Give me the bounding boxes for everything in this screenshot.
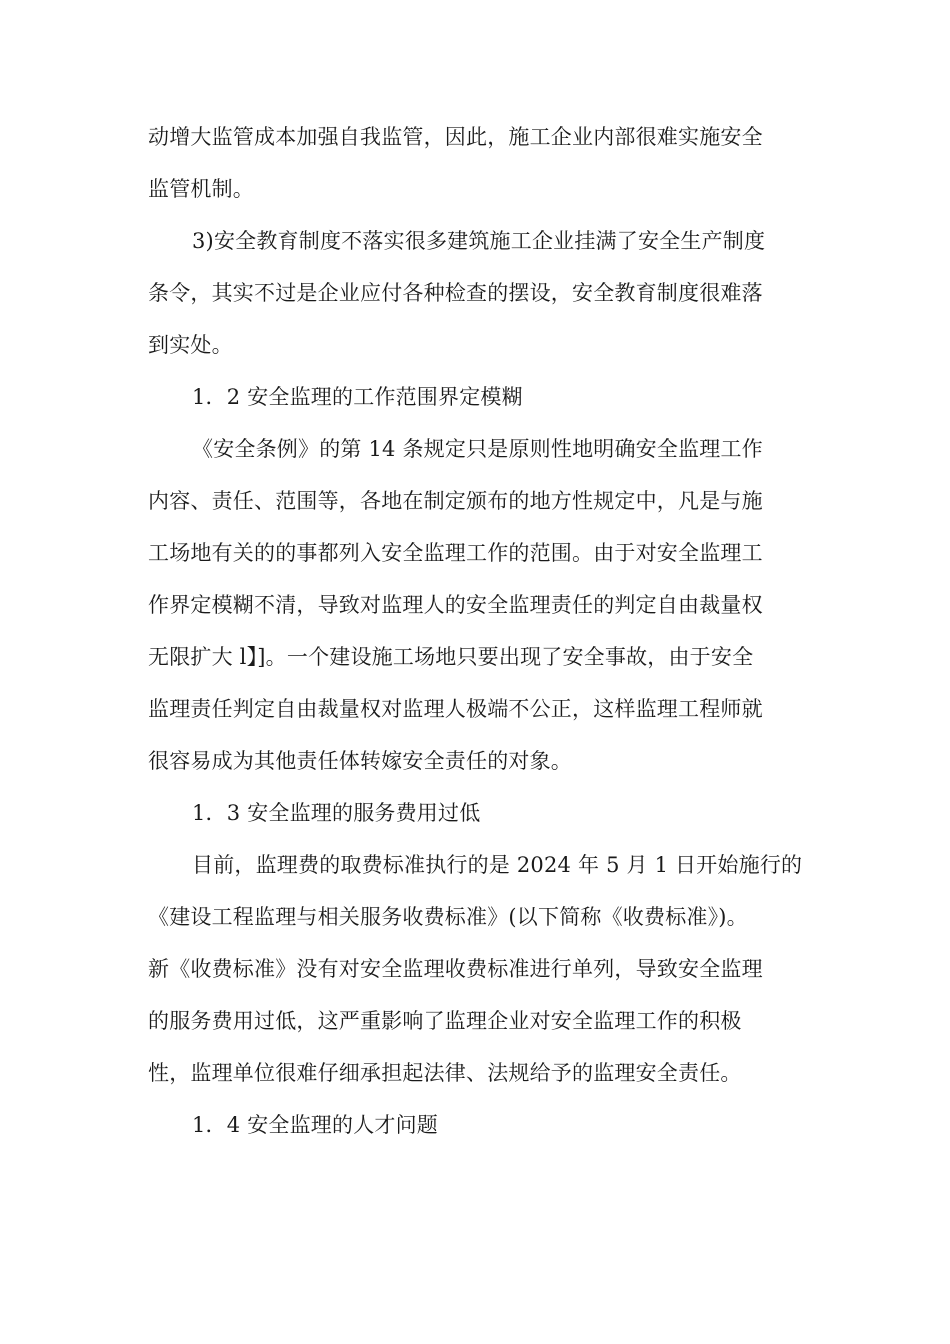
paragraph-line: 工场地有关的的事都列入安全监理工作的范围。由于对安全监理工 [148, 541, 763, 565]
paragraph-line: 目前，监理费的取费标准执行的是 2024 年 5 月 1 日开始施行的 [192, 853, 803, 877]
paragraph-line: 条令，其实不过是企业应付各种检查的摆设，安全教育制度很难落 [148, 281, 763, 305]
paragraph-line: 无限扩大 l】]。一个建设施工场地只要出现了安全事故，由于安全 [148, 645, 754, 669]
paragraph-line: 3)安全教育制度不落实很多建筑施工企业挂满了安全生产制度 [192, 229, 766, 253]
paragraph-line: 很容易成为其他责任体转嫁安全责任的对象。 [148, 749, 572, 773]
paragraph-line: 动增大监管成本加强自我监管，因此，施工企业内部很难实施安全 [148, 125, 763, 149]
paragraph-line: 《建设工程监理与相关服务收费标准》(以下简称《收费标准》)。 [148, 905, 748, 929]
paragraph-line: 作界定模糊不清，导致对监理人的安全监理责任的判定自由裁量权 [148, 593, 763, 617]
paragraph-line: 监理责任判定自由裁量权对监理人极端不公正，这样监理工程师就 [148, 697, 763, 721]
paragraph-line: 内容、责任、范围等，各地在制定颁布的地方性规定中，凡是与施 [148, 489, 763, 513]
section-heading: 1．2 安全监理的工作范围界定模糊 [192, 385, 523, 409]
paragraph-line: 新《收费标准》没有对安全监理收费标准进行单列，导致安全监理 [148, 957, 763, 981]
paragraph-line: 性，监理单位很难仔细承担起法律、法规给予的监理安全责任。 [148, 1061, 742, 1085]
section-heading: 1．4 安全监理的人才问题 [192, 1113, 438, 1137]
paragraph-line: 到实处。 [148, 333, 233, 357]
paragraph-line: 监管机制。 [148, 177, 254, 201]
section-heading: 1．3 安全监理的服务费用过低 [192, 801, 481, 825]
paragraph-line: 《安全条例》的第 14 条规定只是原则性地明确安全监理工作 [192, 437, 763, 461]
paragraph-line: 的服务费用过低，这严重影响了监理企业对安全监理工作的积极 [148, 1009, 742, 1033]
